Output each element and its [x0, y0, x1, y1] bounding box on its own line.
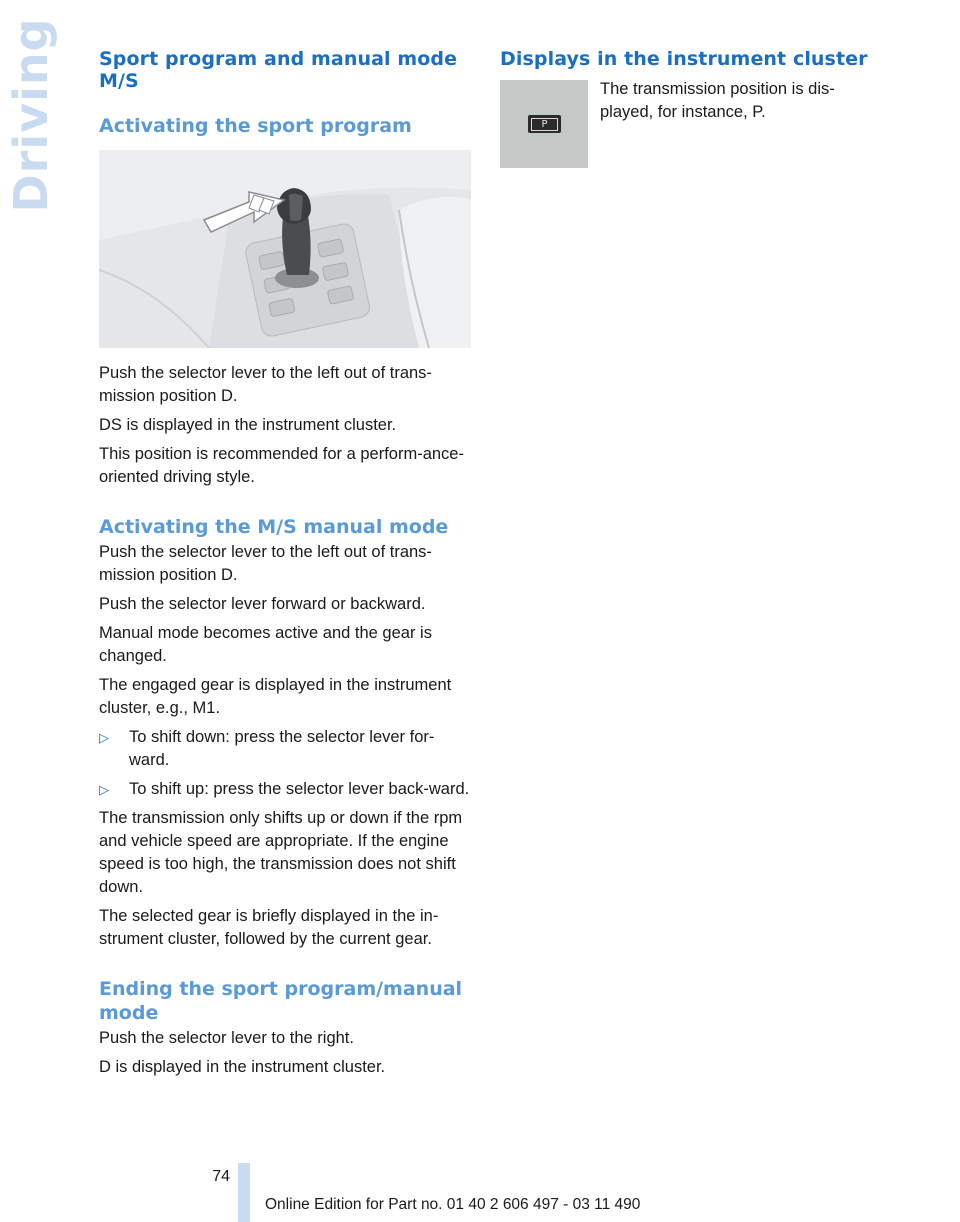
gear-indicator-icon	[528, 115, 561, 133]
right-column	[500, 40, 870, 130]
footer-accent-bar	[238, 1163, 250, 1222]
list-item-shift-up	[99, 778, 474, 801]
end-paragraph-2: D is displayed in the instrument cluster.	[99, 1058, 386, 1076]
gear-indicator-letter: P	[531, 118, 558, 131]
transmission-display-icon	[500, 80, 588, 168]
selector-lever-illustration	[99, 150, 471, 348]
list-item-shift-down	[99, 726, 474, 772]
chapter-side-tab-label: Driving	[4, 17, 58, 213]
end-paragraph-1: Push the selector lever to the right.	[99, 1029, 354, 1047]
manual-paragraph-4: The engaged gear is displayed in the instrument cluster, e.g., M1.	[99, 676, 452, 717]
page-number: 74	[212, 1168, 230, 1185]
section-title-sport-manual: Sport program and manual mode M/S	[99, 48, 458, 92]
sport-paragraph-1: Push the selector lever to the left out of trans-mission position D.	[99, 364, 432, 405]
manual-paragraph-6: The selected gear is briefly displayed in the in-strument cluster, followed by the current gear.	[99, 907, 439, 948]
left-column	[99, 40, 474, 1079]
heading-activating-manual: Activating the M/S manual mode	[99, 516, 449, 538]
manual-paragraph-1: Push the selector lever to the left out of trans-mission position D.	[99, 543, 432, 584]
bullet-triangle-icon: ▷	[99, 782, 109, 797]
bullet-triangle-icon: ▷	[99, 730, 109, 745]
manual-paragraph-3: Manual mode becomes active and the gear is changed.	[99, 624, 432, 665]
heading-ending-sport-manual: Ending the sport program/manual mode	[99, 978, 463, 1024]
manual-paragraph-2: Push the selector lever forward or backward.	[99, 595, 426, 613]
heading-activating-sport: Activating the sport program	[99, 115, 412, 137]
section-title-displays: Displays in the instrument cluster	[500, 48, 868, 70]
displays-paragraph: The transmission position is dis-played, for instance, P.	[600, 80, 835, 121]
list-item-text: To shift up: press the selector lever back-ward.	[129, 780, 470, 798]
sport-paragraph-3: This position is recommended for a perform-ance-oriented driving style.	[99, 445, 464, 486]
edition-footer: Online Edition for Part no. 01 40 2 606 497 - 03 11 490	[265, 1196, 641, 1213]
sport-paragraph-2: DS is displayed in the instrument cluster.	[99, 416, 397, 434]
selector-lever-drawing	[99, 150, 471, 348]
chapter-side-tab	[0, 17, 62, 213]
list-item-text: To shift down: press the selector lever for-ward.	[129, 728, 435, 769]
manual-paragraph-5: The transmission only shifts up or down if the rpm and vehicle speed are appropriate. If the engine speed is too high, the transmission does not shift down.	[99, 809, 463, 896]
